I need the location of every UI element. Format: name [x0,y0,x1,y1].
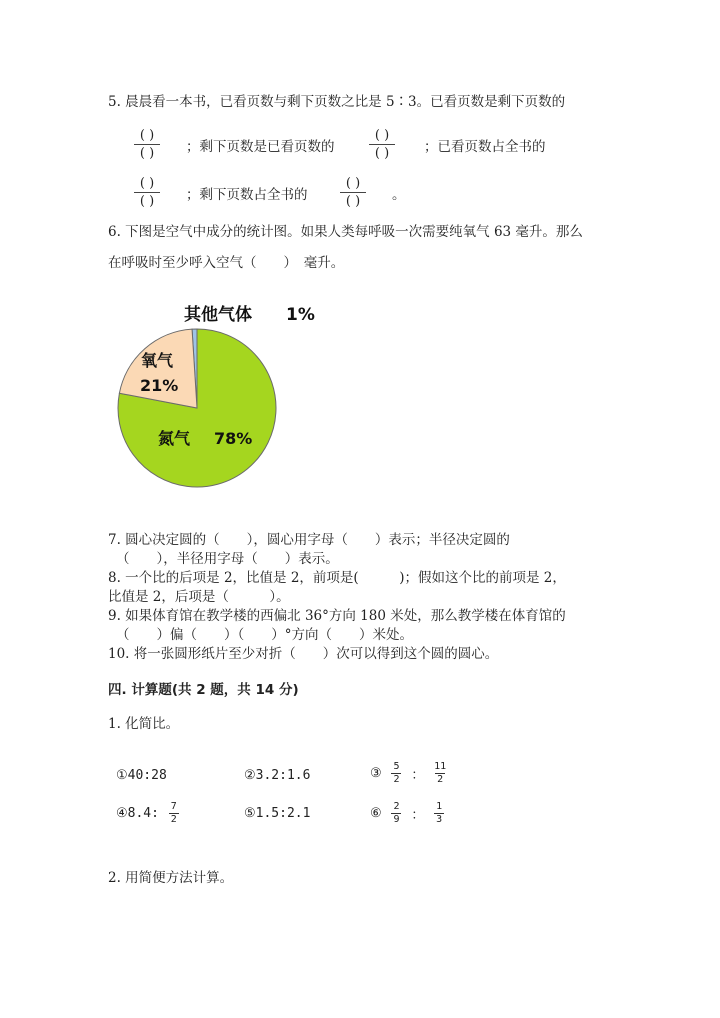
calc1-item-2: ②3.2:1.6 [244,768,311,783]
denominator-blank: ( ) [374,146,390,161]
air-composition-pie-chart [110,296,340,511]
q5-fraction-blank-3[interactable] [134,176,160,209]
other-gas-percent: 1% [286,305,315,325]
q5-segment-3: ；剩下页数占全书的 [186,187,308,203]
fraction-11-2: $\frac{11}{2}$ [434,761,447,785]
numerator-blank: ( ) [374,128,390,143]
q9-line1: 9. 如果体育馆在教学楼的西偏北 36°方向 180 米处，那么教学楼在体育馆的 [108,608,566,624]
q5-fraction-blank-4[interactable] [340,176,366,209]
calc2-title: 2. 用简便方法计算。 [108,870,234,886]
q9-line2: （ ）偏（ ）（ ）°方向（ ）米处。 [116,627,413,643]
q10-line1: 10. 将一张圆形纸片至少对折（ ）次可以得到这个圆的圆心。 [108,646,499,662]
q7-line2: （ ），半径用字母（ ）表示。 [116,551,339,567]
q6-line1: 6. 下图是空气中成分的统计图。如果人类每呼吸一次需要纯氧气 63 毫升。那么 [108,224,583,240]
q5-line1: 5. 晨晨看一本书，已看页数与剩下页数之比是 5∶3。已看页数是剩下页数的 [108,94,566,110]
oxygen-label: 氧气 [141,351,174,370]
numerator-blank: ( ) [139,128,155,143]
fraction-5-2: $\frac{5}{2}$ [393,761,400,785]
fraction-2-9: $\frac{2}{9}$ [393,801,400,825]
oxygen-percent: 21% [140,376,179,395]
calc1-title: 1. 化简比。 [108,716,180,732]
q5-end: 。 [392,187,406,203]
q7-line1: 7. 圆心决定圆的（ ），圆心用字母（ ）表示；半径决定圆的 [108,532,510,548]
calc1-item-6: ⑥ $\frac{2}{9}$ ： $\frac{1}{3}$ [370,801,443,825]
q5-segment-2: ；已看页数占全书的 [424,139,546,155]
calc1-item-4: ④8.4: $\frac{7}{2}$ [116,801,177,825]
other-gas-label: 其他气体 [184,305,252,325]
numerator-blank: ( ) [345,176,361,191]
fraction-7-2: $\frac{7}{2}$ [170,801,177,825]
section-4-heading: 四. 计算题(共 2 题，共 14 分) [108,682,299,698]
nitrogen-percent: 78% [214,429,253,448]
calc1-item-5: ⑤1.5:2.1 [244,806,311,821]
denominator-blank: ( ) [139,194,155,209]
q5-segment-1: ；剩下页数是已看页数的 [186,139,335,155]
calc1-item-1: ①40:28 [116,768,167,783]
q8-line1: 8. 一个比的后项是 2，比值是 2，前项是( )；假如这个比的前项是 2， [108,570,566,586]
q5-fraction-blank-2[interactable] [369,128,395,161]
nitrogen-label: 氮气 [158,429,191,448]
q6-line2: 在呼吸时至少呼入空气（ ） 毫升。 [108,255,345,271]
fraction-1-3: $\frac{1}{3}$ [436,801,443,825]
denominator-blank: ( ) [139,146,155,161]
q5-fraction-blank-1[interactable] [134,128,160,161]
calc1-item-3: ③ $\frac{5}{2}$ ： $\frac{11}{2}$ [370,761,447,785]
denominator-blank: ( ) [345,194,361,209]
numerator-blank: ( ) [139,176,155,191]
q8-line2: 比值是 2，后项是（ ）。 [108,589,290,605]
